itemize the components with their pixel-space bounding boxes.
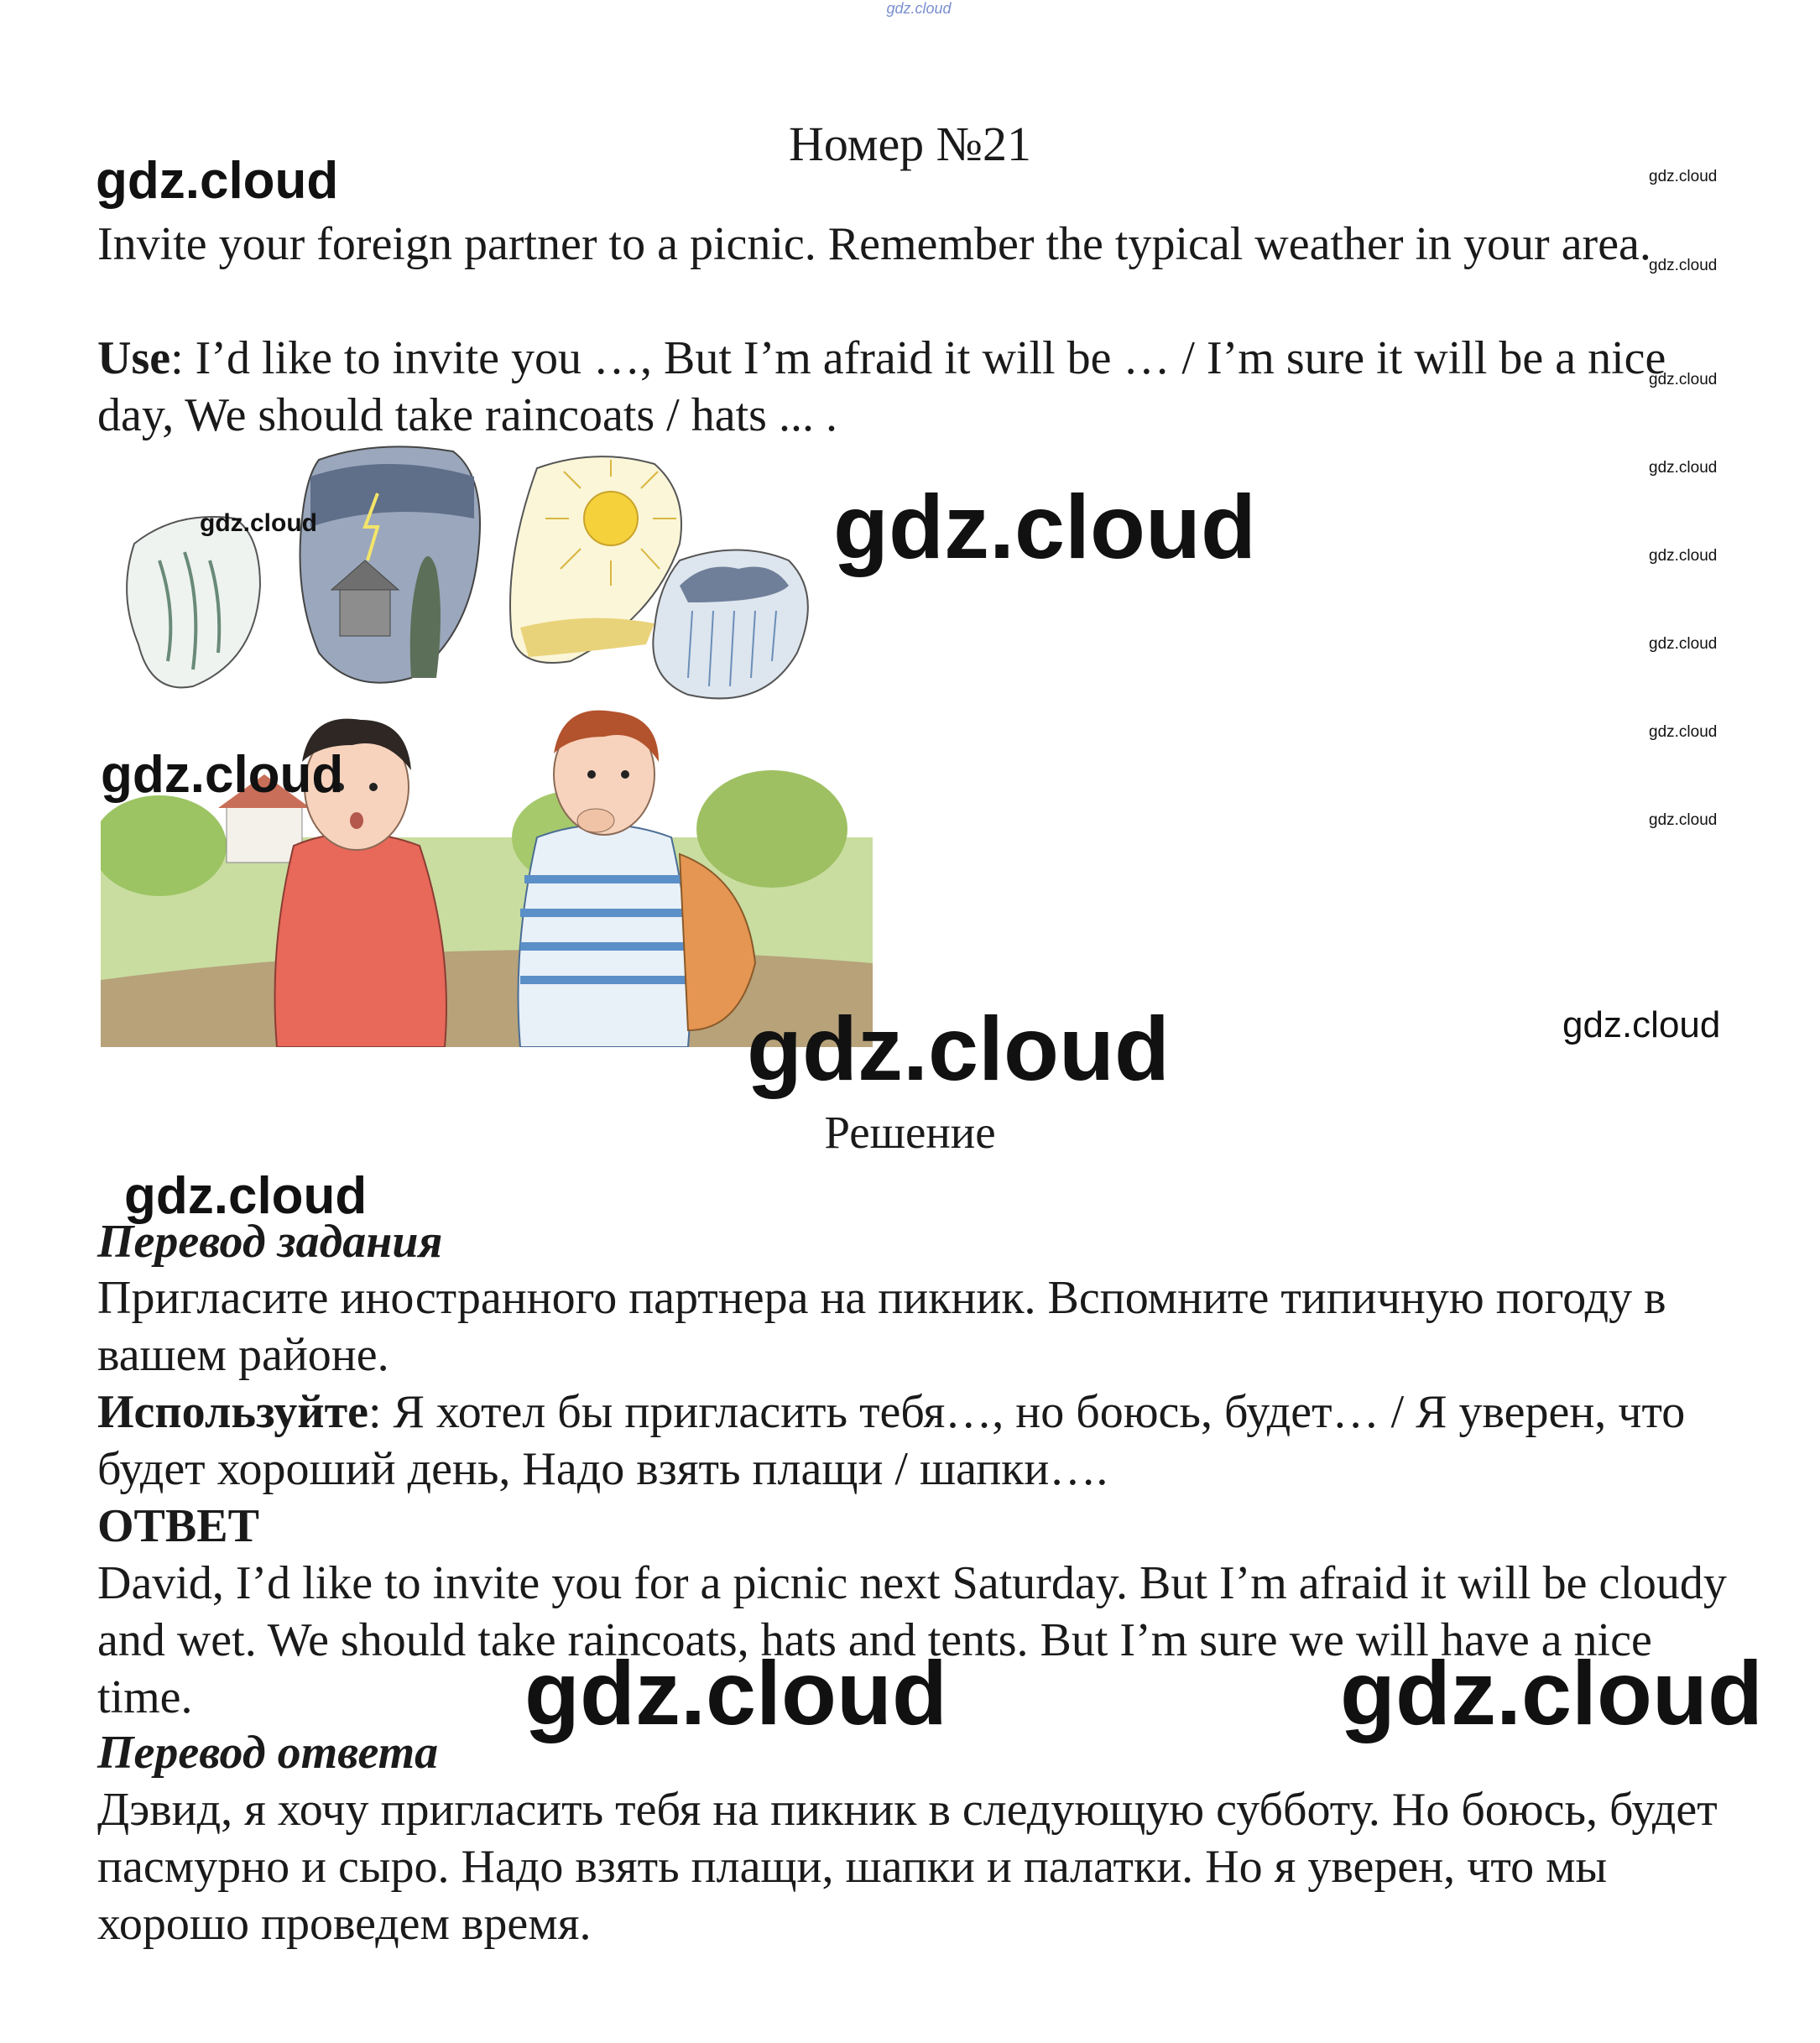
task-instruction: Invite your foreign partner to a picnic. Remember the typical weather in your area. [97,218,1651,270]
watermark: gdz.cloud [1649,459,1718,477]
watermark: gdz.cloud [1649,168,1718,185]
translation-use [97,1384,1742,1498]
watermark: gdz.cloud [1340,1642,1763,1743]
watermark: gdz.cloud [1649,371,1718,388]
page-title: Номер №21 [788,117,1032,171]
watermark: gdz.cloud [1649,723,1718,741]
watermark: gdz.cloud [1649,635,1718,653]
task-use [97,330,1742,444]
windy-weather-bubble [127,517,260,687]
translation-use-text: : Я хотел бы пригласить тебя…, но боюсь, будет… / Я уверен, что будет хороший день, Надо взять плащи / шапки…. [97,1386,1686,1495]
storm-weather-bubble [300,446,481,682]
watermark: gdz.cloud [200,509,317,537]
translation-use-label: Используйте [97,1386,368,1438]
watermark: gdz.cloud [96,152,339,210]
watermark: gdz.cloud [1649,547,1718,565]
watermark: gdz.cloud [124,1167,368,1225]
watermark: gdz.cloud [1649,811,1718,829]
boy-right-figure [519,711,756,1047]
watermark-top: gdz.cloud [886,0,952,17]
watermark: gdz.cloud [833,476,1256,577]
answer-translation-text: Дэвид, я хочу пригласить тебя на пикник в следующую субботу. Но боюсь, будет пасмурно и сыро. Надо взять плащи, шапки и палатки. Но я уверен, что мы хорошо проведем время. [97,1784,1718,1950]
use-text: : I’d like to invite you …, But I’m afraid it will be … / I’m sure it will be a nice day, We should take raincoats / hats ... . [97,332,1666,441]
watermark: gdz.cloud [524,1642,947,1743]
translation-heading: Перевод задания [97,1216,443,1268]
watermark: gdz.cloud [1649,257,1718,274]
answer-text: David, I’d like to invite you for a picnic next Saturday. But I’m afraid it will be cloudy and wet. We should take raincoats, hats and tents. But I’m sure we will have a nice time. [97,1557,1727,1723]
watermark: gdz.cloud [747,998,1170,1099]
task-text [97,216,1742,273]
translation-text: Пригласите иностранного партнера на пикник. Вспомните типичную погоду в вашем районе. [97,1272,1666,1381]
watermark: gdz.cloud [1562,1004,1721,1045]
watermark: gdz.cloud [101,746,344,804]
answer-translation-heading: Перевод ответа [97,1727,439,1779]
use-label: Use [97,332,171,384]
solution-label: Решение [824,1107,996,1158]
answer-heading: ОТВЕТ [97,1500,259,1552]
rainy-weather-bubble [653,550,808,699]
